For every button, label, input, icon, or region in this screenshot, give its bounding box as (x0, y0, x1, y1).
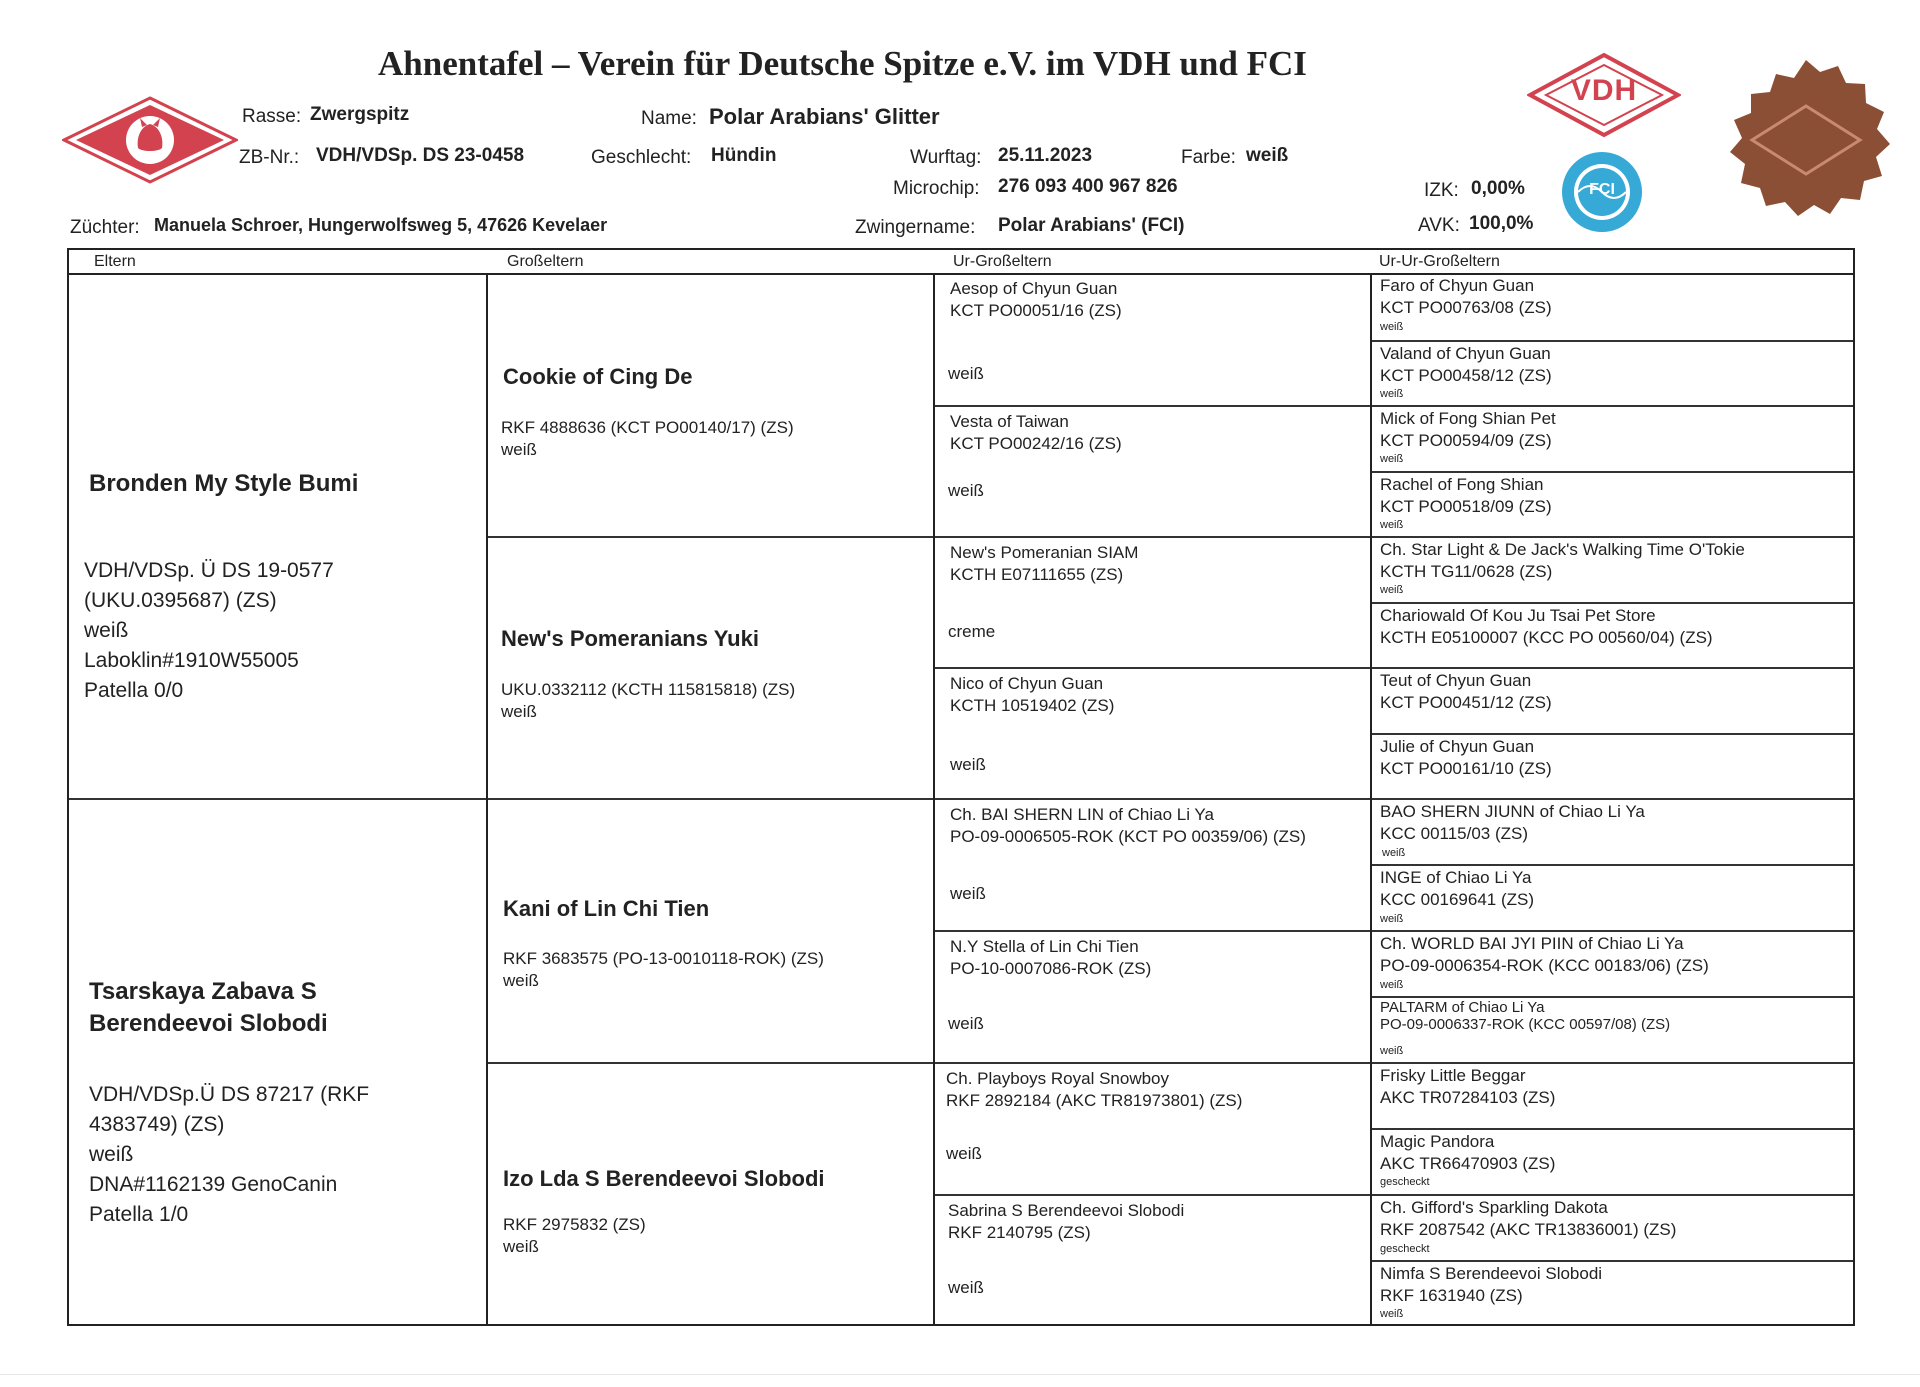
great-grandparent-color: weiß (946, 1144, 982, 1163)
great-grandparent-name: Ch. Playboys Royal Snowboy RKF 2892184 (AKC TR81973801) (ZS) (946, 1069, 1243, 1110)
grandparent-reg: RKF 3683575 (PO-13-0010118-ROK) (ZS) (503, 949, 824, 968)
great-grandparent-reg: PO-10-0007086-ROK (ZS) (950, 959, 1152, 978)
gg-grandparent-cell (1372, 1128, 1853, 1194)
gg-grandparent-name: Julie of Chyun Guan KCT PO00161/10 (ZS) (1380, 737, 1552, 778)
gg-grandparent-reg: KCT PO00518/09 (ZS) (1380, 497, 1552, 516)
parent-info-line: (UKU.0395687) (ZS) (84, 589, 277, 612)
gg-grandparent-color: weiß (1380, 321, 1404, 333)
great-grandparent-name: Aesop of Chyun Guan KCT PO00051/16 (ZS) (950, 279, 1122, 320)
parents-column (69, 274, 486, 1324)
great-great-grandparents-column (1372, 274, 1853, 1324)
geschlecht-label: Geschlecht: (591, 147, 692, 168)
gg-grandparent-name: Nimfa S Berendeevoi Slobodi RKF 1631940 (ZS) (1380, 1264, 1603, 1305)
gg-grandparent-color: weiß (1380, 453, 1404, 465)
zwinger-label: Zwingername: (855, 217, 976, 238)
great-grandparent-cell (935, 1062, 1370, 1194)
gg-grandparent-name: PALTARM of Chiao Li Ya PO-09-0006337-ROK (KCC 00597/08) (ZS) (1380, 999, 1671, 1033)
gg-grandparent-reg: KCC 00115/03 (ZS) (1380, 824, 1529, 843)
grandparent-reg: RKF 2975832 (ZS) (503, 1215, 646, 1234)
parent-info-line: Patella 1/0 (89, 1203, 189, 1226)
parent-sire (69, 274, 486, 798)
wurftag-label: Wurftag: (910, 147, 982, 168)
great-grandparent-name: Ch. BAI SHERN LIN of Chiao Li Ya PO-09-0006505-ROK (KCT PO 00359/06) (ZS) (950, 805, 1306, 846)
club-logo (62, 96, 238, 184)
rasse-label: Rasse: (242, 106, 302, 127)
column-header-grosseltern: Großeltern (507, 253, 584, 270)
gg-grandparent-color: gescheckt (1380, 1176, 1430, 1188)
grandparent-cell (488, 536, 933, 798)
gg-grandparent-cell (1372, 471, 1853, 536)
grandparent-color: weiß (501, 702, 537, 721)
grandparent-info (501, 679, 795, 723)
parent-info-line: VDH/VDSp. Ü DS 19-0577 (84, 559, 334, 582)
grandparent-name: Kani of Lin Chi Tien (503, 896, 710, 921)
parent-info (84, 556, 334, 706)
gg-grandparent-name: Valand of Chyun Guan KCT PO00458/12 (ZS) (1380, 344, 1552, 385)
geschlecht-value: Hündin (711, 145, 777, 166)
parent-info-line: Laboklin#1910W55005 (84, 649, 299, 672)
gg-grandparent-reg: PO-09-0006354-ROK (KCC 00183/06) (ZS) (1380, 956, 1709, 975)
great-grandparents-column (935, 274, 1370, 1324)
gg-grandparent-name: Magic Pandora AKC TR66470903 (ZS) (1380, 1132, 1556, 1173)
gg-grandparent-reg: KCT PO00594/09 (ZS) (1380, 431, 1552, 450)
great-grandparent-cell (935, 274, 1370, 405)
grandparent-info (503, 948, 824, 992)
gg-grandparent-color: weiß (1382, 847, 1406, 859)
wurftag-value: 25.11.2023 (998, 145, 1093, 166)
zwinger-value: Polar Arabians' (FCI) (998, 215, 1185, 236)
great-grandparent-color: weiß (950, 884, 986, 903)
grandparent-color: weiß (501, 440, 537, 459)
parent-name: Bronden My Style Bumi (89, 470, 359, 497)
parent-dam (69, 798, 486, 1324)
gg-grandparent-cell (1372, 864, 1853, 930)
gg-grandparent-color: weiß (1380, 519, 1404, 531)
great-grandparent-reg: PO-09-0006505-ROK (KCT PO 00359/06) (ZS) (950, 827, 1306, 846)
gg-grandparent-cell (1372, 602, 1853, 667)
column-header-eltern: Eltern (94, 253, 136, 270)
page-bottom-edge (0, 1374, 1920, 1375)
column-header-ur-grosseltern: Ur-Großeltern (953, 253, 1052, 270)
gg-grandparent-color: weiß (1380, 979, 1404, 991)
grandparents-column (488, 274, 933, 1324)
gg-grandparent-reg: KCC 00169641 (ZS) (1380, 890, 1535, 909)
grandparent-color: weiß (503, 1237, 539, 1256)
gg-grandparent-cell (1372, 733, 1853, 798)
zuechter-label: Züchter: (70, 217, 140, 238)
grandparent-info (501, 417, 794, 461)
great-grandparent-reg: KCT PO00242/16 (ZS) (950, 434, 1122, 453)
gg-grandparent-reg: AKC TR07284103 (ZS) (1380, 1088, 1556, 1107)
great-grandparent-cell (935, 930, 1370, 1062)
rasse-value: Zwergspitz (310, 104, 410, 125)
gg-grandparent-cell (1372, 536, 1853, 602)
farbe-label: Farbe: (1181, 147, 1236, 168)
gg-grandparent-name: BAO SHERN JIUNN of Chiao Li Ya KCC 00115/03 (ZS) (1380, 802, 1645, 843)
great-grandparent-name: Vesta of Taiwan KCT PO00242/16 (ZS) (950, 412, 1122, 453)
gg-grandparent-name: Teut of Chyun Guan KCT PO00451/12 (ZS) (1380, 671, 1552, 712)
gg-grandparent-color: weiß (1380, 1045, 1404, 1057)
gg-grandparent-name: Ch. Star Light & De Jack's Walking Time O'Tokie KCTH TG11/0628 (ZS) (1380, 540, 1745, 581)
microchip-value: 276 093 400 967 826 (998, 176, 1178, 197)
great-grandparent-cell (935, 798, 1370, 930)
gg-grandparent-cell (1372, 1062, 1853, 1128)
gg-grandparent-reg: KCT PO00458/12 (ZS) (1380, 366, 1552, 385)
gg-grandparent-name: Rachel of Fong Shian KCT PO00518/09 (ZS) (1380, 475, 1552, 516)
gg-grandparent-color: weiß (1380, 584, 1404, 596)
great-grandparent-color: weiß (950, 755, 986, 774)
gg-grandparent-reg: KCT PO00451/12 (ZS) (1380, 693, 1552, 712)
great-grandparent-name: N.Y Stella of Lin Chi Tien PO-10-0007086-ROK (ZS) (950, 937, 1152, 978)
great-grandparent-reg: KCTH 10519402 (ZS) (950, 696, 1115, 715)
gg-grandparent-cell (1372, 930, 1853, 996)
gg-grandparent-color: weiß (1380, 913, 1404, 925)
gg-grandparent-name: INGE of Chiao Li Ya KCC 00169641 (ZS) (1380, 868, 1535, 909)
gg-grandparent-cell (1372, 798, 1853, 864)
pedigree-table (67, 248, 1855, 1326)
parent-info-line: weiß (84, 619, 129, 642)
gg-grandparent-name: Ch. WORLD BAI JYI PIIN of Chiao Li Ya PO-09-0006354-ROK (KCC 00183/06) (ZS) (1380, 934, 1709, 975)
grandparent-name: New's Pomeranians Yuki (501, 626, 759, 651)
great-grandparent-color: weiß (948, 1014, 984, 1033)
gg-grandparent-color: weiß (1380, 388, 1404, 400)
gg-grandparent-cell (1372, 1194, 1853, 1260)
column-header-ur-ur-grosseltern: Ur-Ur-Großeltern (1379, 253, 1500, 270)
parent-info-line: 4383749) (ZS) (89, 1113, 225, 1136)
great-grandparent-reg: RKF 2892184 (AKC TR81973801) (ZS) (946, 1091, 1243, 1110)
gg-grandparent-name: Mick of Fong Shian Pet KCT PO00594/09 (ZS) (1380, 409, 1556, 450)
name-label: Name: (641, 108, 697, 129)
grandparent-info (503, 1214, 646, 1258)
gg-grandparent-color: weiß (1380, 1308, 1404, 1320)
gg-grandparent-reg: KCTH TG11/0628 (ZS) (1380, 562, 1553, 581)
great-grandparent-name: Sabrina S Berendeevoi Slobodi RKF 2140795 (ZS) (948, 1201, 1185, 1242)
vdh-logo (1527, 52, 1681, 138)
gg-grandparent-cell (1372, 340, 1853, 405)
gg-grandparent-reg: AKC TR66470903 (ZS) (1380, 1154, 1556, 1173)
parent-info-line: Patella 0/0 (84, 679, 184, 702)
gg-grandparent-name: Chariowald Of Kou Ju Tsai Pet Store KCTH E05100007 (KCC PO 00560/04) (ZS) (1380, 606, 1713, 647)
gg-grandparent-name: Ch. Gifford's Sparkling Dakota RKF 2087542 (AKC TR13836001) (ZS) (1380, 1198, 1677, 1239)
grandparent-reg: RKF 4888636 (KCT PO00140/17) (ZS) (501, 418, 794, 437)
zuechter-value: Manuela Schroer, Hungerwolfsweg 5, 47626 Kevelaer (154, 215, 608, 235)
gg-grandparent-name: Frisky Little Beggar AKC TR07284103 (ZS) (1380, 1066, 1556, 1107)
gg-grandparent-reg: KCT PO00763/08 (ZS) (1380, 298, 1552, 317)
great-grandparent-cell (935, 667, 1370, 798)
microchip-label: Microchip: (893, 178, 980, 199)
parent-info-line: weiß (89, 1143, 134, 1166)
parent-info (89, 1080, 369, 1230)
gg-grandparent-reg: PO-09-0006337-ROK (KCC 00597/08) (ZS) (1380, 1016, 1671, 1033)
dog-name-value: Polar Arabians' Glitter (709, 104, 940, 129)
page-title: Ahnentafel – Verein für Deutsche Spitze e.V. im VDH und FCI (378, 44, 1307, 83)
avk-value: 100,0% (1469, 213, 1534, 234)
vdh-logo-text: VDH (1570, 74, 1638, 107)
great-grandparent-reg: RKF 2140795 (ZS) (948, 1223, 1091, 1242)
gg-grandparent-cell (1372, 274, 1853, 340)
grandparent-cell (488, 798, 933, 1062)
great-grandparent-cell (935, 1194, 1370, 1324)
grandparent-name: Izo Lda S Berendeevoi Slobodi (503, 1166, 825, 1191)
zb-label: ZB-Nr.: (239, 147, 300, 168)
great-grandparent-color: creme (948, 622, 996, 641)
gg-grandparent-cell (1372, 405, 1853, 471)
gg-grandparent-reg: RKF 2087542 (AKC TR13836001) (ZS) (1380, 1220, 1677, 1239)
gg-grandparent-reg: RKF 1631940 (ZS) (1380, 1286, 1523, 1305)
gg-grandparent-cell (1372, 1260, 1853, 1324)
gg-grandparent-reg: KCTH E05100007 (KCC PO 00560/04) (ZS) (1380, 628, 1713, 647)
great-grandparent-color: weiß (948, 1278, 984, 1297)
great-grandparent-cell (935, 536, 1370, 667)
zb-value: VDH/VDSp. DS 23-0458 (316, 145, 525, 166)
parent-name: Tsarskaya Zabava S Berendeevoi Slobodi (89, 978, 328, 1037)
gg-grandparent-color: gescheckt (1380, 1243, 1430, 1255)
fci-logo (1560, 150, 1644, 234)
gg-grandparent-reg: KCT PO00161/10 (ZS) (1380, 759, 1552, 778)
great-grandparent-cell (935, 405, 1370, 536)
izk-label: IZK: (1424, 180, 1459, 201)
great-grandparent-reg: KCTH E07111655 (ZS) (950, 565, 1124, 584)
grandparent-name: Cookie of Cing De (503, 364, 693, 389)
grandparent-reg: UKU.0332112 (KCTH 115815818) (ZS) (501, 680, 796, 699)
fci-logo-text: FCI (1589, 181, 1615, 198)
farbe-value: weiß (1246, 145, 1289, 166)
gg-grandparent-name: Faro of Chyun Guan KCT PO00763/08 (ZS) (1380, 276, 1552, 317)
gg-grandparent-cell (1372, 996, 1853, 1062)
parent-info-line: DNA#1162139 GenoCanin (89, 1173, 338, 1196)
seal-stamp (1718, 56, 1894, 226)
grandparent-cell (488, 1062, 933, 1324)
great-grandparent-reg: KCT PO00051/16 (ZS) (950, 301, 1122, 320)
parent-info-line: VDH/VDSp.Ü DS 87217 (RKF (89, 1083, 370, 1106)
great-grandparent-color: weiß (948, 481, 984, 500)
grandparent-color: weiß (503, 971, 539, 990)
grandparent-cell (488, 274, 933, 536)
great-grandparent-color: weiß (948, 364, 984, 383)
gg-grandparent-cell (1372, 667, 1853, 733)
great-grandparent-name: New's Pomeranian SIAM KCTH E07111655 (ZS) (950, 543, 1139, 584)
avk-label: AVK: (1418, 215, 1460, 236)
great-grandparent-name: Nico of Chyun Guan KCTH 10519402 (ZS) (950, 674, 1115, 715)
izk-value: 0,00% (1471, 178, 1525, 199)
